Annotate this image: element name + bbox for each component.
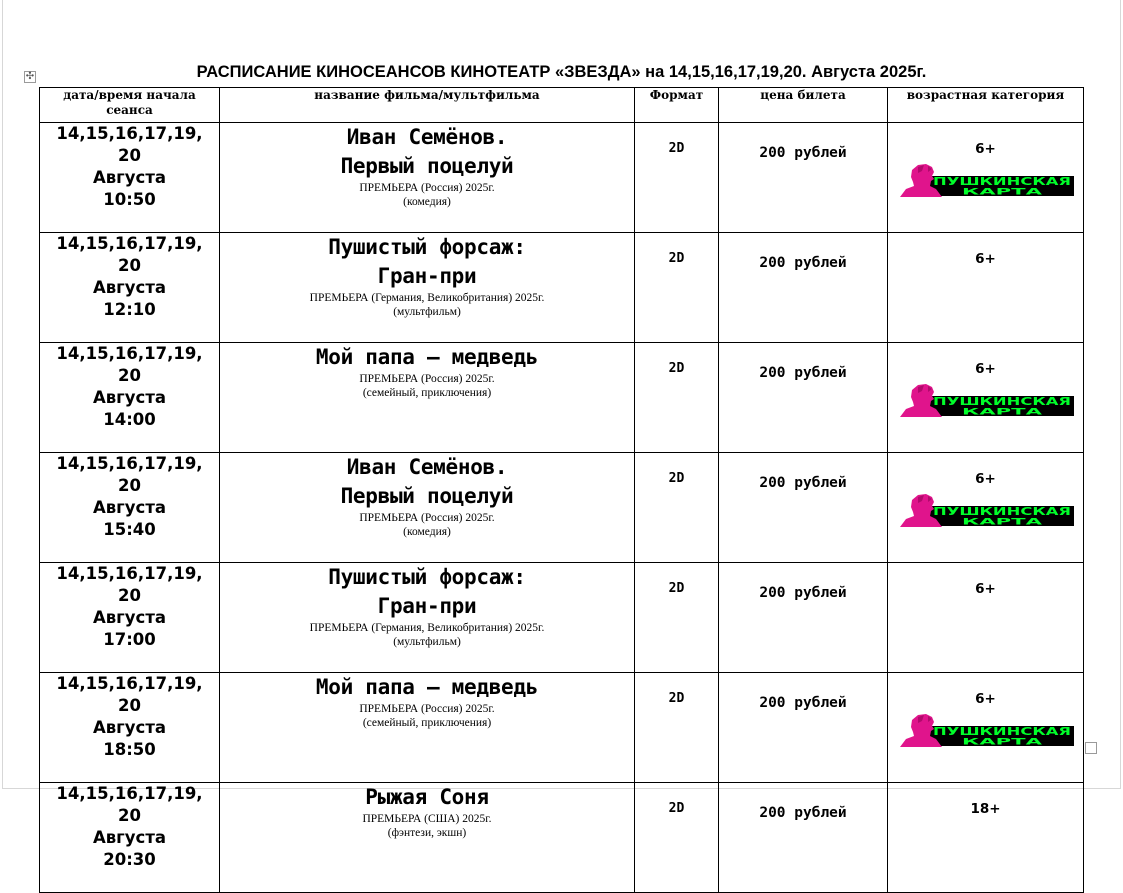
pushkin-card-text-line2: КАРТА (962, 517, 1043, 528)
film-title: Пушистый форсаж: (328, 565, 526, 589)
header-age-category (888, 88, 1084, 123)
cell-datetime (40, 783, 220, 893)
cell-datetime (40, 453, 220, 563)
cell-price (719, 673, 888, 783)
header-text: возрастная категория (906, 88, 1065, 102)
table-row (40, 343, 1084, 453)
pushkin-card-text-line1: ПУШКИНСКАЯ (933, 396, 1071, 408)
cell-age-category-text: 6+ (975, 581, 996, 597)
session-month: Августа (92, 828, 167, 847)
cell-format (635, 233, 719, 343)
header-text: дата/время начала (63, 88, 196, 102)
cell-format (635, 673, 719, 783)
session-dates: 14,15,16,17,19, (56, 674, 203, 693)
cell-price-text: 200 рублей (759, 365, 847, 381)
cell-film (220, 453, 635, 563)
cell-price-text: 200 рублей (759, 255, 847, 271)
session-time: 17:00 (103, 630, 156, 649)
cell-format-text: 2D (668, 581, 685, 596)
cell-format (635, 453, 719, 563)
pushkin-card-logo (898, 383, 1074, 419)
cell-datetime (40, 343, 220, 453)
film-title: Гран-при (377, 264, 477, 288)
pushkin-card-text-line1: ПУШКИНСКАЯ (933, 506, 1071, 518)
session-month: Августа (92, 168, 167, 187)
table-row (40, 673, 1084, 783)
session-dates2: 20 (118, 146, 141, 165)
table-row (40, 783, 1084, 893)
cell-datetime (40, 563, 220, 673)
cell-format (635, 783, 719, 893)
header-film-name (220, 88, 635, 123)
cell-format-text: 2D (668, 361, 685, 376)
cell-age-category-text: 6+ (975, 361, 996, 377)
pushkin-card-text-line1: ПУШКИНСКАЯ (933, 176, 1071, 188)
session-dates2: 20 (118, 366, 141, 385)
header-format (635, 88, 719, 123)
film-info: (фэнтези, экшн) (387, 827, 467, 839)
film-title: Иван Семёнов. (346, 125, 508, 149)
cell-age-category (888, 783, 1084, 893)
session-time: 14:00 (103, 410, 156, 429)
film-info: ПРЕМЬЕРА (Германия, Великобритания) 2025г. (309, 292, 545, 304)
cell-age-category (888, 673, 1084, 783)
cell-age-category (888, 563, 1084, 673)
session-dates: 14,15,16,17,19, (56, 454, 203, 473)
cell-price (719, 343, 888, 453)
pushkin-card-text-line2: КАРТА (962, 737, 1043, 748)
film-title: Мой папа — медведь (315, 675, 539, 699)
pushkin-card-text-line2: КАРТА (962, 187, 1043, 198)
cell-price-text: 200 рублей (759, 145, 847, 161)
session-dates2: 20 (118, 586, 141, 605)
cell-age-category (888, 123, 1084, 233)
film-info: (семейный, приключения) (362, 387, 492, 399)
cell-price-text: 200 рублей (759, 585, 847, 601)
cell-format-text: 2D (668, 141, 685, 156)
pushkin-card-logo (898, 493, 1074, 529)
film-info: (мультфильм) (393, 306, 461, 318)
session-dates: 14,15,16,17,19, (56, 784, 203, 803)
cell-age-category-text: 18+ (970, 801, 1001, 817)
cell-age-category (888, 233, 1084, 343)
table-row (40, 563, 1084, 673)
cell-age-category-text: 6+ (975, 691, 996, 707)
film-info: ПРЕМЬЕРА (Германия, Великобритания) 2025г. (309, 622, 545, 634)
table-resize-handle-icon[interactable] (1085, 742, 1097, 754)
film-title: Гран-при (377, 594, 477, 618)
document-title: РАСПИСАНИЕ КИНОСЕАНСОВ КИНОТЕАТР «ЗВЕЗДА» на 14,15,16,17,19,20. Августа 2025г. (196, 63, 927, 81)
cell-age-category (888, 453, 1084, 563)
table-row (40, 453, 1084, 563)
session-dates2: 20 (118, 696, 141, 715)
cell-datetime (40, 673, 220, 783)
cell-format (635, 563, 719, 673)
header-text: Формат (649, 88, 704, 102)
header-text: название фильма/мультфильма (314, 88, 540, 102)
cell-age-category (888, 343, 1084, 453)
schedule-table (39, 87, 1084, 893)
cell-film (220, 233, 635, 343)
session-dates2: 20 (118, 476, 141, 495)
pushkin-card-logo (898, 163, 1074, 199)
cell-age-category-text: 6+ (975, 251, 996, 267)
header-price (719, 88, 888, 123)
film-title: Мой папа — медведь (315, 345, 539, 369)
session-dates2: 20 (118, 256, 141, 275)
cell-format (635, 343, 719, 453)
film-info: ПРЕМЬЕРА (Россия) 2025г. (359, 182, 495, 194)
cell-format (635, 123, 719, 233)
pushkin-card-logo (898, 713, 1074, 749)
cell-film (220, 343, 635, 453)
cell-datetime (40, 123, 220, 233)
cell-format-text: 2D (668, 471, 685, 486)
table-header-row (40, 88, 1084, 123)
session-dates: 14,15,16,17,19, (56, 124, 203, 143)
pushkin-card-text-line1: ПУШКИНСКАЯ (933, 726, 1071, 738)
session-dates: 14,15,16,17,19, (56, 234, 203, 253)
cell-format-text: 2D (668, 801, 685, 816)
session-time: 10:50 (103, 190, 156, 209)
film-title: Первый поцелуй (340, 484, 514, 508)
header-text: сеанса (106, 103, 153, 117)
film-info: (комедия) (403, 196, 451, 208)
film-info: ПРЕМЬЕРА (Россия) 2025г. (359, 703, 495, 715)
film-title: Пушистый форсаж: (328, 235, 526, 259)
cell-price (719, 783, 888, 893)
cell-film (220, 563, 635, 673)
session-month: Августа (92, 608, 167, 627)
cell-film (220, 673, 635, 783)
header-text: цена билета (760, 88, 846, 102)
session-dates2: 20 (118, 806, 141, 825)
cell-age-category-text: 6+ (975, 471, 996, 487)
cell-price-text: 200 рублей (759, 695, 847, 711)
cell-age-category-text: 6+ (975, 141, 996, 157)
session-dates: 14,15,16,17,19, (56, 564, 203, 583)
session-time: 20:30 (103, 850, 156, 869)
session-month: Августа (92, 718, 167, 737)
session-time: 15:40 (103, 520, 156, 539)
table-body (40, 123, 1084, 893)
session-time: 12:10 (103, 300, 156, 319)
cell-film (220, 123, 635, 233)
film-title: Иван Семёнов. (346, 455, 508, 479)
cell-format-text: 2D (668, 251, 685, 266)
film-info: (мультфильм) (393, 636, 461, 648)
session-month: Августа (92, 388, 167, 407)
session-dates: 14,15,16,17,19, (56, 344, 203, 363)
film-info: ПРЕМЬЕРА (Россия) 2025г. (359, 373, 495, 385)
cell-price (719, 123, 888, 233)
film-title: Первый поцелуй (340, 154, 514, 178)
pushkin-card-text-line2: КАРТА (962, 407, 1043, 418)
film-info: ПРЕМЬЕРА (США) 2025г. (362, 813, 492, 825)
cell-price-text: 200 рублей (759, 475, 847, 491)
cell-format-text: 2D (668, 691, 685, 706)
header-datetime (40, 88, 220, 123)
table-row (40, 123, 1084, 233)
session-month: Августа (92, 278, 167, 297)
film-info: (семейный, приключения) (362, 717, 492, 729)
cell-film (220, 783, 635, 893)
table-row (40, 233, 1084, 343)
film-info: ПРЕМЬЕРА (Россия) 2025г. (359, 512, 495, 524)
cell-price-text: 200 рублей (759, 805, 847, 821)
cell-price (719, 453, 888, 563)
film-title: Рыжая Соня (365, 785, 489, 809)
cell-datetime (40, 233, 220, 343)
cell-price (719, 563, 888, 673)
table-move-handle-icon[interactable]: ✣ (25, 71, 35, 82)
session-month: Августа (92, 498, 167, 517)
session-time: 18:50 (103, 740, 156, 759)
film-info: (комедия) (403, 526, 451, 538)
cell-price (719, 233, 888, 343)
